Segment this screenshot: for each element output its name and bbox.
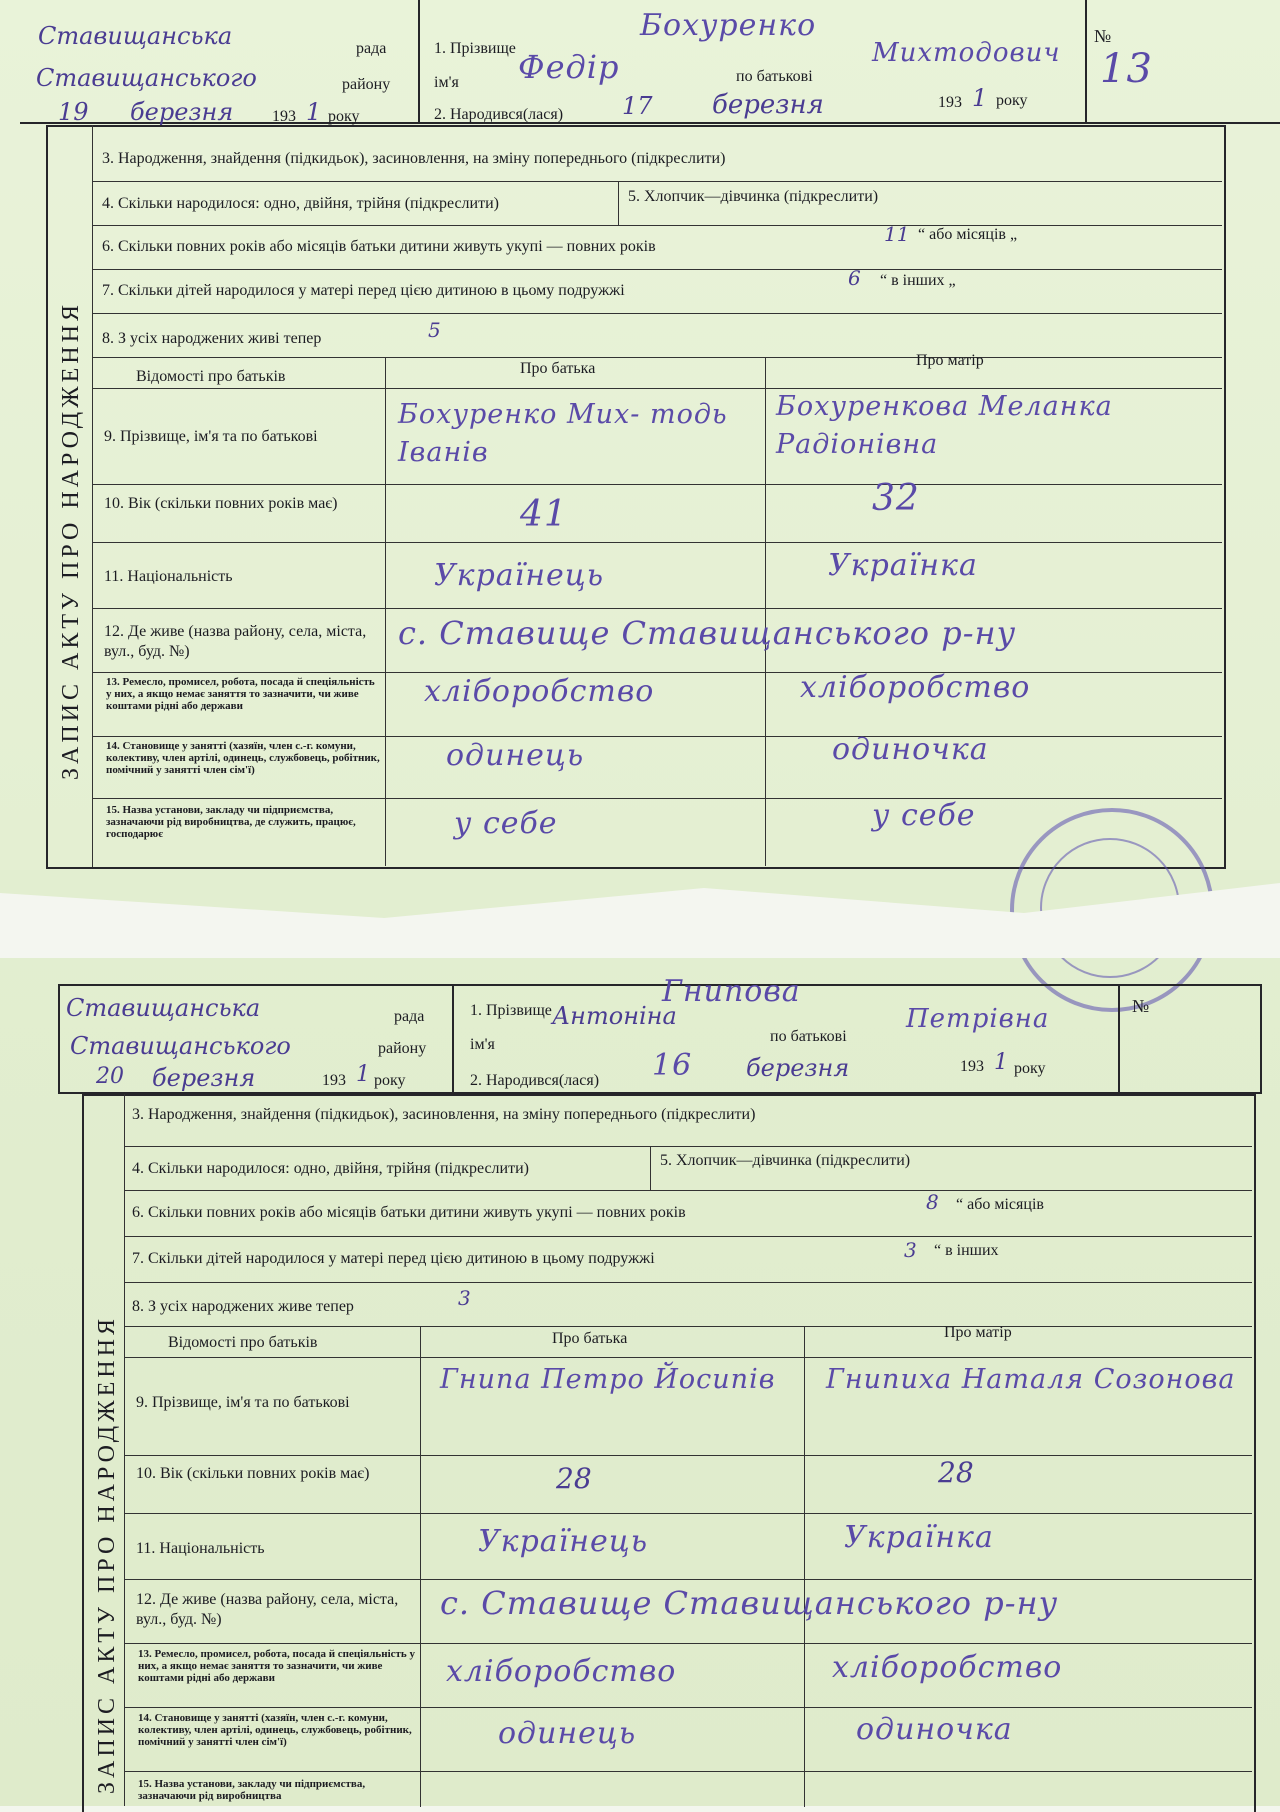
form1-r11-mother: Українка bbox=[828, 548, 978, 583]
form2-council-hw: Ставищанська bbox=[66, 994, 261, 1022]
form2-council-label: рада bbox=[394, 1008, 425, 1025]
form2-patronymic-label: по батькові bbox=[770, 1028, 847, 1045]
form1-col-info: Відомості про батьків bbox=[136, 368, 286, 385]
form1-r14-label: 14. Становище у занятті (хазяїн, член с.-г. комуни, колективу, член артілі, одинець, службовець, робітник, помічний у занятті член сім'ї) bbox=[106, 740, 380, 776]
form2-r11-label: 11. Національність bbox=[136, 1540, 265, 1557]
form2-date-year-prefix: 193 bbox=[322, 1072, 346, 1089]
form1-side-label: ЗАПИС АКТУ ПРО НАРОДЖЕННЯ bbox=[58, 301, 84, 780]
form2-r10-mother: 28 bbox=[938, 1456, 974, 1489]
form1-date-day: 19 bbox=[58, 98, 89, 126]
form1-r9-label: 9. Прізвище, ім'я та по батькові bbox=[104, 428, 318, 445]
form1-born-year-hw: 1 bbox=[972, 84, 988, 112]
form2-born-suffix: року bbox=[1014, 1060, 1046, 1077]
form2-r14-father: одинець bbox=[498, 1716, 637, 1751]
form1-date-year-prefix: 193 bbox=[272, 108, 296, 125]
form1-r15-label: 15. Назва установи, закладу чи підприємства, зазначаючи рід виробництва, де служить, працює, господарює bbox=[106, 804, 356, 840]
form1-r13-mother: хліборобство bbox=[800, 670, 1031, 705]
form2-district-hw: Ставищанського bbox=[70, 1032, 291, 1060]
form1-f6-tail: “ або місяців „ bbox=[918, 226, 1018, 243]
form2-f7-value: 3 bbox=[904, 1238, 917, 1262]
form2-district-label: району bbox=[378, 1040, 427, 1057]
form1-council-label: рада bbox=[356, 40, 387, 57]
form1-r13-label: 13. Ремесло, промисел, робота, посада й спеціяльність у них, а якщо немає заняття то зазначити, чи живе коштами рідні або держави bbox=[106, 676, 375, 712]
form2-f6-years: 8 bbox=[926, 1190, 939, 1214]
form1-born-month: березня bbox=[712, 90, 824, 120]
form2-f8: 8. З усіх народжених живе тепер bbox=[132, 1298, 354, 1315]
form2-r10-father: 28 bbox=[556, 1462, 592, 1495]
form2-r14-mother: одиночка bbox=[856, 1712, 1013, 1747]
form1-district-hw: Ставищанського bbox=[36, 64, 257, 92]
form1-col-father: Про батька bbox=[520, 360, 596, 377]
form2-date-year-hw: 1 bbox=[356, 1062, 370, 1087]
form2-f7-tail: “ в інших bbox=[934, 1242, 999, 1259]
form1-r10-father: 41 bbox=[520, 494, 568, 535]
form2-col-mother: Про матір bbox=[944, 1324, 1012, 1341]
form2-r13-label: 13. Ремесло, промисел, робота, посада й спеціяльність у них, а якщо немає заняття то зазначити, чи живе коштами рідні або держави bbox=[138, 1648, 415, 1684]
form2-r12-value: с. Ставище Ставищанського р-ну bbox=[440, 1584, 1059, 1622]
form1-r15-father: у себе bbox=[454, 806, 558, 841]
form1-f6-years: 11 bbox=[884, 222, 910, 246]
form2-r9-label: 9. Прізвище, ім'я та по батькові bbox=[136, 1394, 350, 1411]
form1-patronymic-label: по батькові bbox=[736, 68, 813, 85]
form1-f2-label: 2. Народився(лася) bbox=[434, 106, 564, 123]
form1-f7-tail: “ в інших „ bbox=[880, 272, 956, 289]
form1-f3: 3. Народження, знайдення (підкидьок), засиновлення, на зміну попереднього (підкреслити) bbox=[102, 150, 726, 167]
form2-r9-mother: Гнипиха Наталя Созонова bbox=[826, 1364, 1236, 1395]
form2-r13-mother: хліборобство bbox=[832, 1650, 1063, 1685]
form1-r10-label: 10. Вік (скільки повних років має) bbox=[104, 495, 338, 512]
form1-f6: 6. Скільки повних років або місяців батьки дитини живуть укупі — повних років bbox=[102, 238, 656, 255]
form1-r11-label: 11. Національність bbox=[104, 568, 233, 585]
form1-date-suffix: року bbox=[328, 108, 360, 125]
form1-no: 13 bbox=[1100, 46, 1153, 92]
form2-f4: 4. Скільки народилося: одно, двійня, трійня (підкреслити) bbox=[132, 1160, 529, 1177]
form2-r10-label: 10. Вік (скільки повних років має) bbox=[136, 1465, 370, 1482]
form2-r11-mother: Українка bbox=[844, 1520, 994, 1555]
form1-r12-value: с. Ставище Ставищанського р-ну bbox=[398, 614, 1017, 652]
form1-r9-father: Бохуренко Мих- тодь Іванів bbox=[398, 399, 728, 468]
form2-r9-father: Гнипа Петро Йосипів bbox=[440, 1364, 776, 1395]
form1-no-label: № bbox=[1094, 26, 1112, 46]
form2-born-month: березня bbox=[746, 1054, 850, 1082]
form1-f5: 5. Хлопчик—дівчинка (підкреслити) bbox=[628, 188, 879, 205]
form1-council-hw: Ставищанська bbox=[38, 22, 233, 50]
form2-r15-label: 15. Назва установи, закладу чи підприємства, зазначаючи рід виробництва bbox=[138, 1778, 366, 1802]
form1-col-mother: Про матір bbox=[916, 352, 984, 369]
form2-no-label: № bbox=[1132, 996, 1150, 1016]
form1-born-day: 17 bbox=[622, 92, 653, 120]
form1-born-year-prefix: 193 bbox=[938, 94, 962, 111]
form1-r12-label: 12. Де живе (назва району, села, міста, вул., буд. №) bbox=[104, 623, 367, 660]
form2-r13-father: хліборобство bbox=[446, 1654, 677, 1689]
form1-name-label: ім'я bbox=[434, 74, 459, 91]
form1-r11-father: Українець bbox=[434, 558, 605, 593]
form1-r15-mother: у себе bbox=[872, 798, 976, 833]
form2-col-info: Відомості про батьків bbox=[168, 1334, 318, 1351]
form2-f5: 5. Хлопчик—дівчинка (підкреслити) bbox=[660, 1152, 911, 1169]
form1-f7: 7. Скільки дітей народилося у матері перед цією дитиною в цьому подружжі bbox=[102, 282, 625, 299]
form1-surname: Бохуренко bbox=[640, 8, 817, 43]
form1-f1-label: 1. Прізвище bbox=[434, 40, 516, 57]
form1-f8-value: 5 bbox=[428, 318, 441, 342]
form1-born-suffix: року bbox=[996, 92, 1028, 109]
form2-date-suffix: року bbox=[374, 1072, 406, 1089]
form2-side-label: ЗАПИС АКТУ ПРО НАРОДЖЕННЯ bbox=[94, 1315, 120, 1794]
form2-r14-label: 14. Становище у занятті (хазяїн, член с.-г. комуни, колективу, член артілі, одинець, службовець, робітник, помічний у занятті член сім'ї) bbox=[138, 1712, 412, 1748]
form2-name: Антоніна bbox=[552, 1002, 677, 1030]
form2-f8-value: 3 bbox=[458, 1286, 471, 1310]
form1-date-month: березня bbox=[130, 98, 234, 126]
form2-f2-label: 2. Народився(лася) bbox=[470, 1072, 600, 1089]
form1-r13-father: хліборобство bbox=[424, 674, 655, 709]
form1-patronymic: Михтодович bbox=[872, 38, 1061, 68]
form1-r14-mother: одиночка bbox=[832, 732, 989, 767]
form2-date-month: березня bbox=[152, 1064, 256, 1092]
form2-surname: Гнипова bbox=[662, 974, 801, 1009]
form1-name: Федір bbox=[518, 48, 620, 86]
form2-date-day: 20 bbox=[96, 1064, 124, 1089]
form1-r10-mother: 32 bbox=[872, 478, 920, 519]
form2-col-father: Про батька bbox=[552, 1330, 628, 1347]
form1-f4: 4. Скільки народилося: одно, двійня, трійня (підкреслити) bbox=[102, 195, 499, 212]
form2-r12-label: 12. Де живе (назва району, села, міста, вул., буд. №) bbox=[136, 1591, 399, 1628]
form1-district-label: району bbox=[342, 76, 391, 93]
form2-born-year-hw: 1 bbox=[994, 1050, 1008, 1075]
form2-born-year-prefix: 193 bbox=[960, 1058, 984, 1075]
form2-f3: 3. Народження, знайдення (підкидьок), засиновлення, на зміну попереднього (підкреслити) bbox=[132, 1106, 756, 1123]
form2-patronymic: Петрівна bbox=[906, 1004, 1050, 1034]
form2-f6-tail: “ або місяців bbox=[956, 1196, 1044, 1213]
form2-f7: 7. Скільки дітей народилося у матері перед цією дитиною в цьому подружжі bbox=[132, 1250, 655, 1267]
form1-f8: 8. З усіх народжених живі тепер bbox=[102, 330, 322, 347]
form1-date-year-hw: 1 bbox=[306, 98, 322, 126]
form2-f6: 6. Скільки повних років або місяців батьки дитини живуть укупі — повних років bbox=[132, 1204, 686, 1221]
form1-r9-mother: Бохуренкова Меланка Радіонівна bbox=[776, 391, 1113, 460]
form2-f1-label: 1. Прізвище bbox=[470, 1002, 552, 1019]
form2-born-day: 16 bbox=[652, 1048, 693, 1083]
form2-name-label: ім'я bbox=[470, 1036, 495, 1053]
form2-r11-father: Українець bbox=[478, 1524, 649, 1559]
form1-r14-father: одинець bbox=[446, 738, 585, 773]
form1-f7-value: 6 bbox=[848, 266, 861, 290]
